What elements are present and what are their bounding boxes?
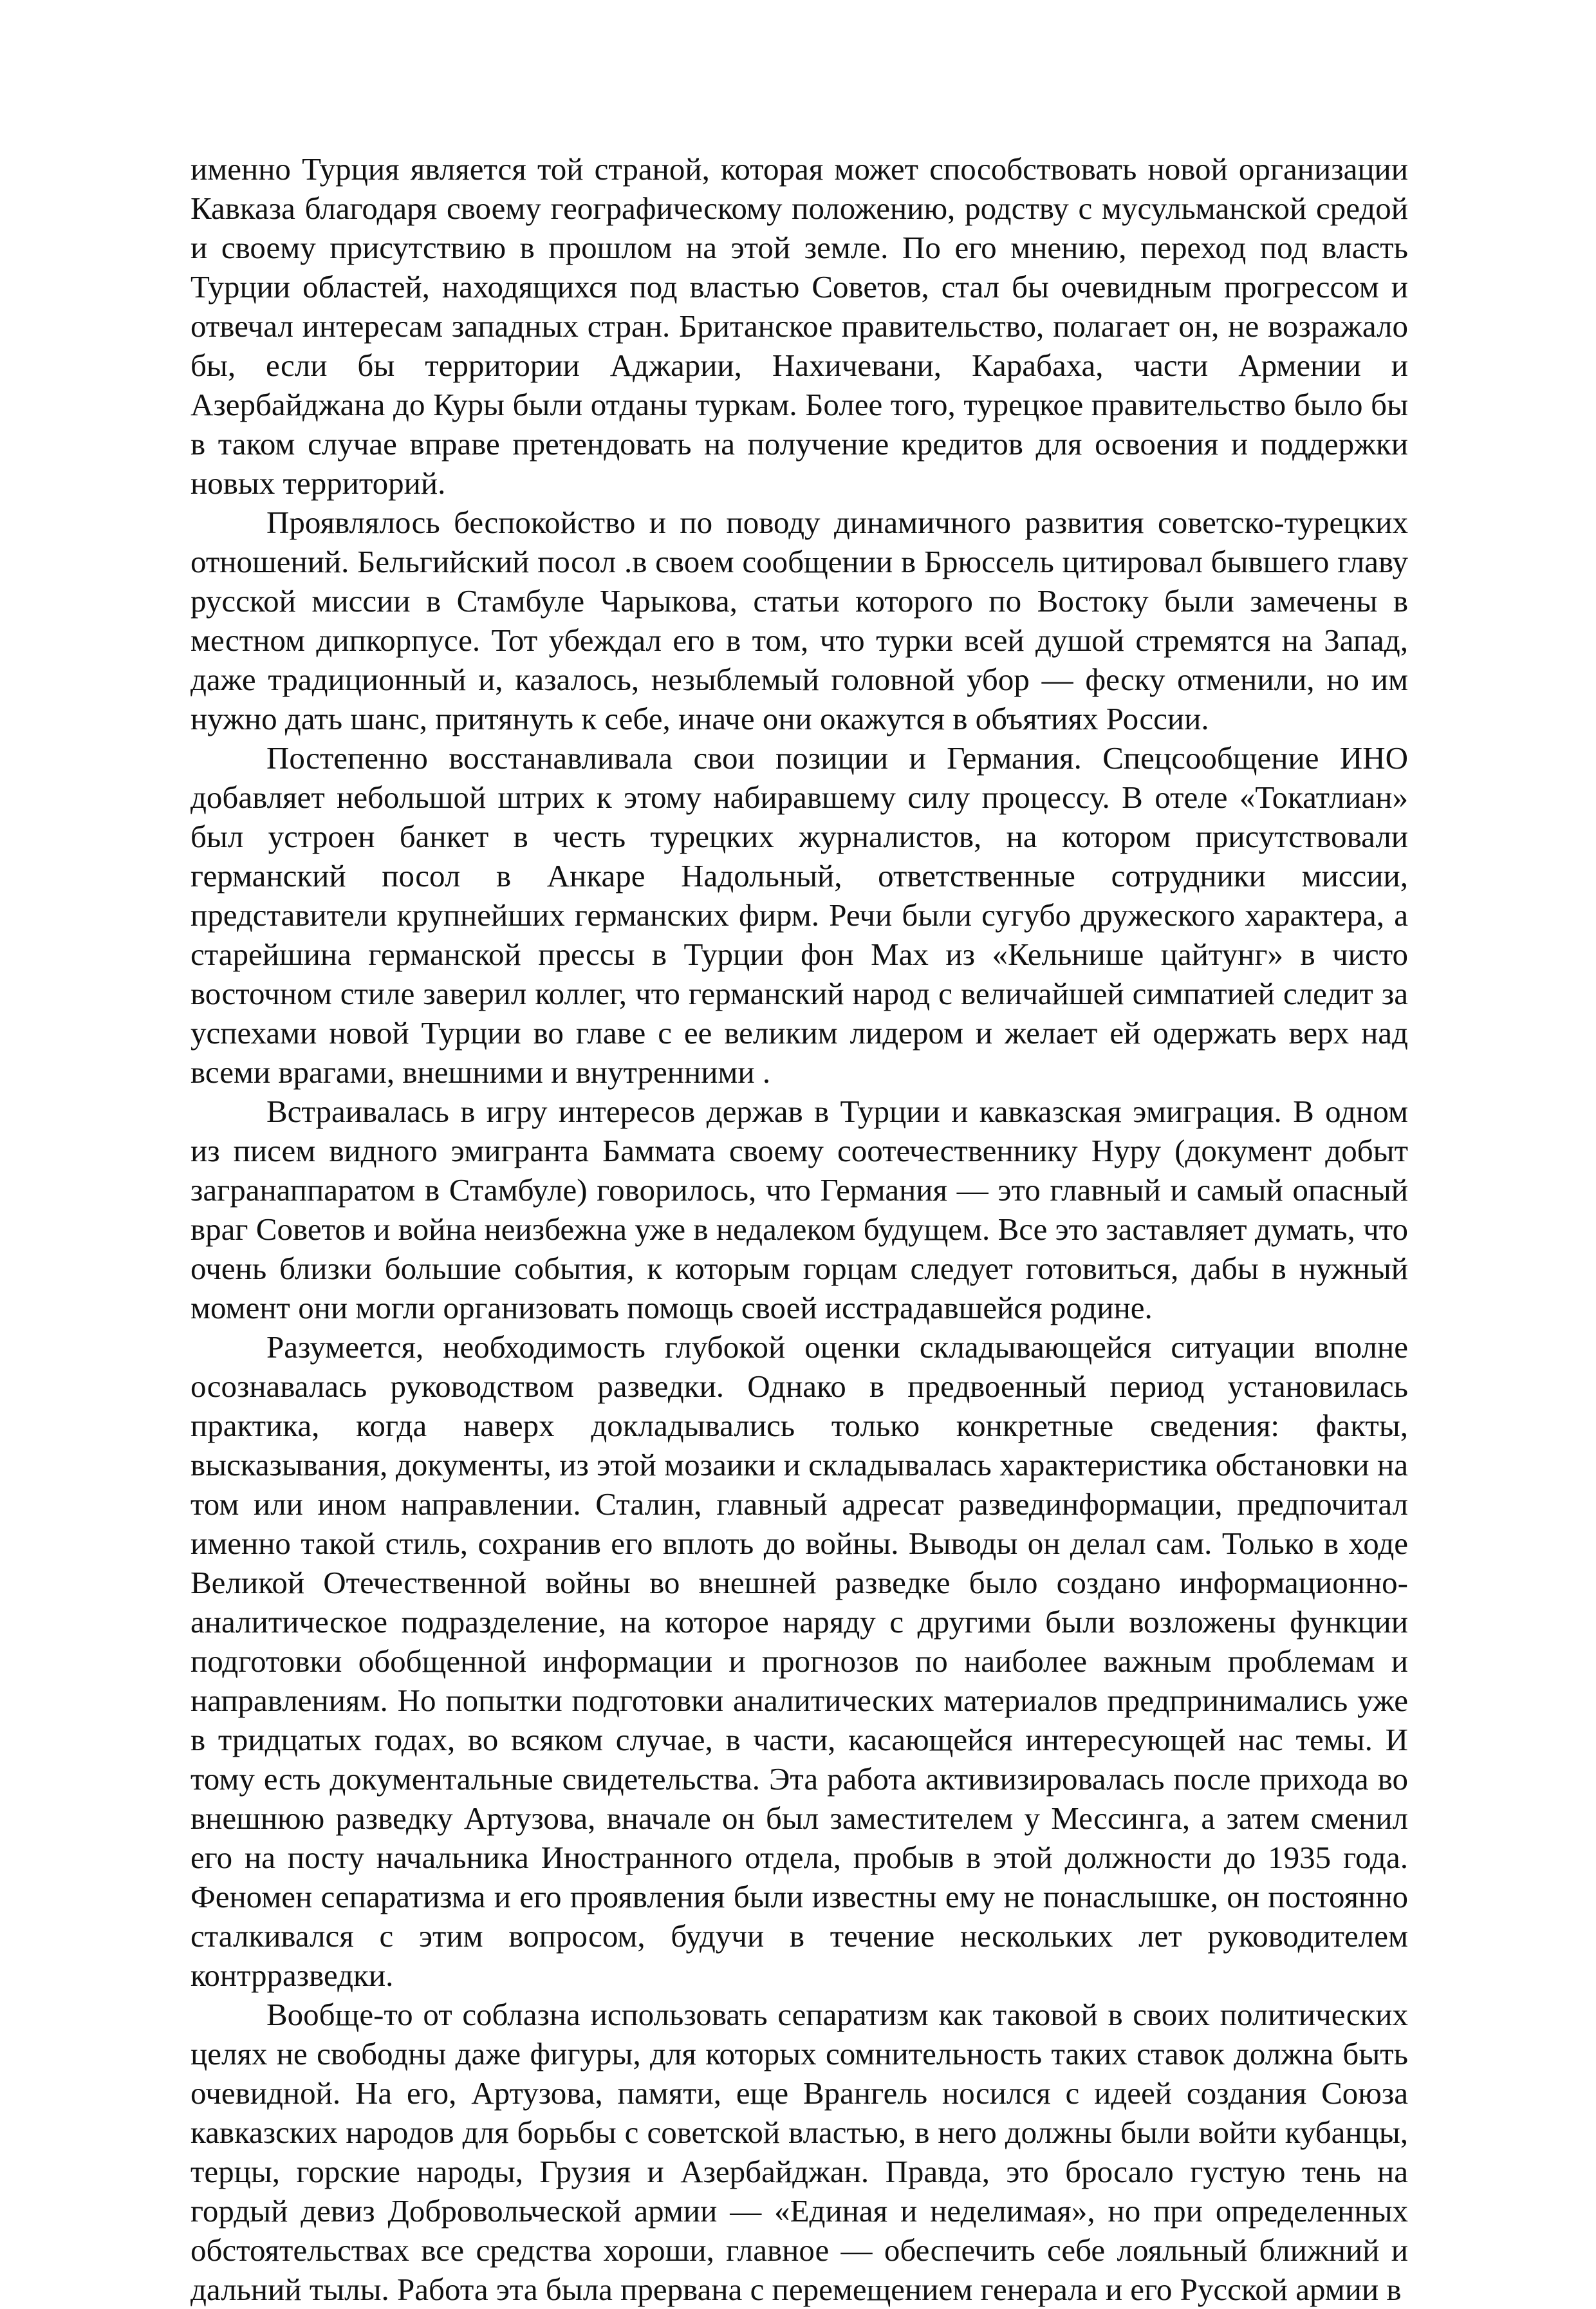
document-page <box>190 149 1408 2309</box>
paragraph-6: Вообще-то от соблазна использовать сепаратизм как таковой в своих политических целях не свободны даже фигуры, для которых сомнительность таких ставок должна быть очевидной. На его, Артузова, памяти, еще Врангель носился с идеей создания Союза кавказских народов для борьбы с советской властью, в него должны были войти кубанцы, терцы, горские народы, Грузия и Азербайджан. Правда, это бросало густую тень на гордый девиз Добровольческой армии — «Единая и неделимая», но при определенных обстоятельствах все средства хороши, главное — обеспечить себе лояльный ближний и дальний тылы. Работа эта была прервана с перемещением генерала и его Русской армии в <box>190 1997 1408 2307</box>
paragraph-4: Встраивалась в игру интересов держав в Турции и кавказская эмиграция. В одном из писем видного эмигранта Баммата своему соотечественнику Нуру (документ добыт загранаппаратом в Стамбуле) говорилось, что Германия — это главный и самый опасный враг Советов и война неизбежна уже в недалеком будущем. Все это заставляет думать, что очень близки большие события, к которым горцам следует готовиться, дабы в нужный момент они могли организовать помощь своей исстрадавшейся родине. <box>190 1094 1408 1325</box>
paragraph-5: Разумеется, необходимость глубокой оценки складывающейся ситуации вполне осознавалась руководством разведки. Однако в предвоенный период установилась практика, когда наверх докладывались только конкретные сведения: факты, высказывания, документы, из этой мозаики и складывалась характеристика обстановки на том или ином направлении. Сталин, главный адресат развединформации, предпочитал именно такой стиль, сохранив его вплоть до войны. Выводы он делал сам. Только в ходе Великой Отечественной войны во внешней разведке было создано информационно-аналитическое подразделение, на которое наряду с другими были возложены функции подготовки обобщенной информации и прогнозов по наиболее важным проблемам и направлениям. Но попытки подготовки аналитических материалов предпринимались уже в тридцатых годах, во всяком случае, в части, касающейся интересующей нас темы. И тому есть документальные свидетельства. Эта работа активизировалась после прихода во внешнюю разведку Артузова, вначале он был заместителем у Мессинга, а затем сменил его на посту начальника Иностранного отдела, пробыв в этой должности до 1935 года. Феномен сепаратизма и его проявления были известны ему не понаслышке, он постоянно сталкивался с этим вопросом, будучи в течение нескольких лет руководителем контрразведки. <box>190 1329 1408 1993</box>
paragraph-1: именно Турция является той страной, которая может способствовать новой организации Кавказа благодаря своему географическому положению, родству с мусульманской средой и своему присутствию в прошлом на этой земле. По его мнению, переход под власть Турции областей, находящихся под властью Советов, стал бы очевидным прогрессом и отвечал интересам западных стран. Британское правительство, полагает он, не возражало бы, если бы территории Аджарии, Нахичевани, Карабаха, части Армении и Азербайджана до Куры были отданы туркам. Более того, турецкое правительство было бы в таком случае вправе претендовать на получение кредитов для освоения и поддержки новых территорий. <box>190 151 1408 501</box>
paragraph-2: Проявлялось беспокойство и по поводу динамичного развития советско-турецких отношений. Бельгийский посол .в своем сообщении в Брюссель цитировал бывшего главу русской миссии в Стамбуле Чарыкова, статьи которого по Востоку были замечены в местном дипкорпусе. Тот убеждал его в том, что турки всей душой стремятся на Запад, даже традиционный и, казалось, незыблемый головной убор — феску отменили, но им нужно дать шанс, притянуть к себе, иначе они окажутся в объятиях России. <box>190 505 1408 736</box>
paragraph-3: Постепенно восстанавливала свои позиции и Германия. Спецсообщение ИНО добавляет небольшой штрих к этому набиравшему силу процессу. В отеле «Токатлиан» был устроен банкет в честь турецких журналистов, на котором присутствовали германский посол в Анкаре Надольный, ответственные сотрудники миссии, представители крупнейших германских фирм. Речи были сугубо дружеского характера, а старейшина германской прессы в Турции фон Мах из «Кельнише цайтунг» в чисто восточном стиле заверил коллег, что германский народ с величайшей симпатией следит за успехами новой Турции во главе с ее великим лидером и желает ей одержать верх над всеми врагами, внешними и внутренними . <box>190 740 1408 1090</box>
